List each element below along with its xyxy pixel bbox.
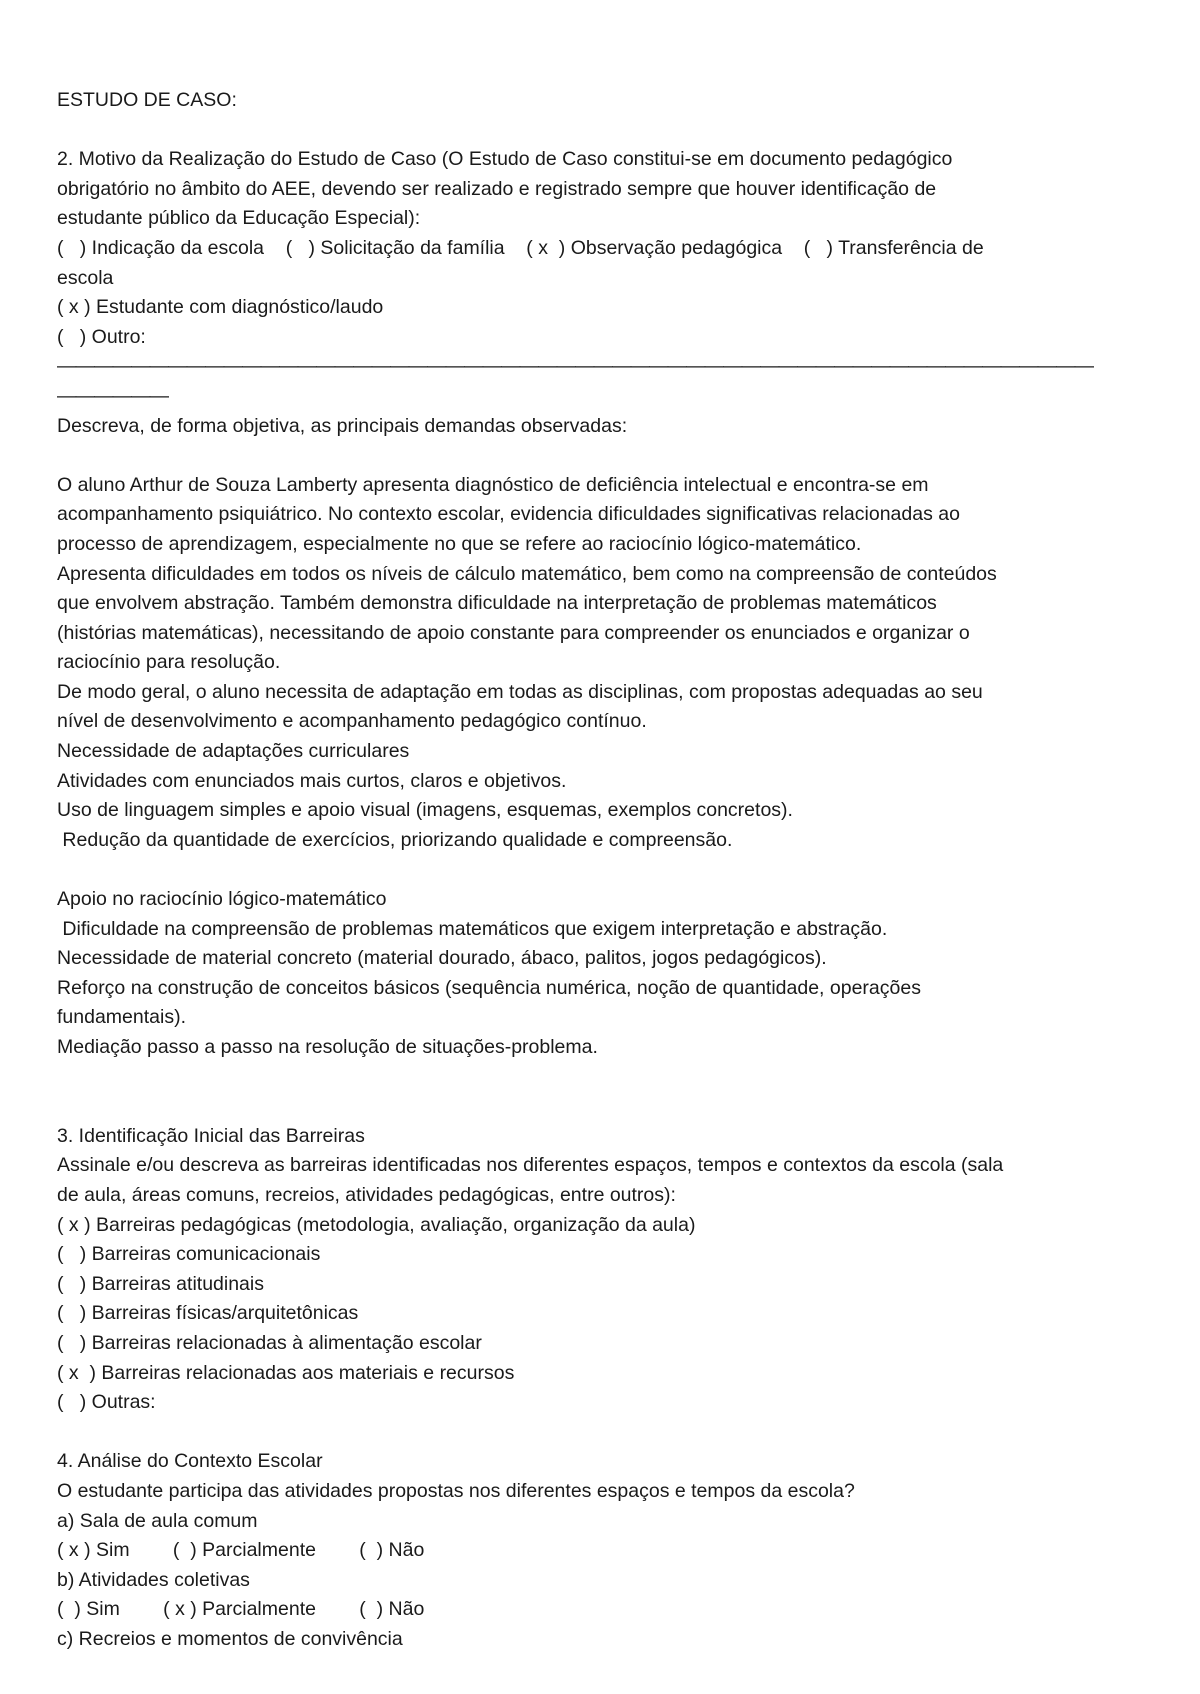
fill-in-rule: ————————————————————————————————————————————————————————	[57, 355, 1093, 378]
section3-intro-line: Assinale e/ou descreva as barreiras identificadas nos diferentes espaços, tempos e contextos da escola (sala	[57, 1154, 1004, 1177]
barrier-item: ( ) Outras:	[57, 1391, 156, 1414]
paragraph-line: Atividades com enunciados mais curtos, claros e objetivos.	[57, 769, 567, 792]
paragraph-line: Necessidade de adaptações curriculares	[57, 740, 410, 763]
spacer	[57, 855, 1147, 885]
section4-b-label: b) Atividades coletivas	[57, 1568, 250, 1591]
section2-prompt: Descreva, de forma objetiva, as principais demandas observadas:	[57, 414, 628, 437]
document-page	[57, 86, 1147, 1654]
support-line: Apoio no raciocínio lógico-matemático	[57, 888, 387, 911]
support-line: Dificuldade na compreensão de problemas matemáticos que exigem interpretação e abstração.	[57, 917, 888, 940]
spacer	[57, 1418, 1147, 1448]
document-heading: ESTUDO DE CASO:	[57, 89, 237, 111]
section2-options-line-cont: escola	[57, 266, 114, 289]
section2-option-laudo: ( x ) Estudante com diagnóstico/laudo	[57, 296, 384, 319]
fill-in-rule: ——————	[57, 384, 168, 407]
section4-a-options: ( x ) Sim ( ) Parcialmente ( ) Não	[57, 1539, 425, 1562]
support-line: fundamentais).	[57, 1006, 186, 1029]
barrier-item: ( ) Barreiras comunicacionais	[57, 1243, 321, 1266]
section2-title-line: estudante público da Educação Especial):	[57, 207, 421, 230]
barrier-item: ( ) Barreiras físicas/arquitetônicas	[57, 1302, 359, 1325]
support-line: Reforço na construção de conceitos básicos (sequência numérica, noção de quantidade, operações	[57, 976, 921, 999]
section2-options-line: ( ) Indicação da escola ( ) Solicitação da família ( x ) Observação pedagógica ( ) Transferência de	[57, 236, 984, 259]
paragraph-line: Redução da quantidade de exercícios, priorizando qualidade e compreensão.	[57, 828, 733, 851]
barrier-item: ( x ) Barreiras pedagógicas (metodologia, avaliação, organização da aula)	[57, 1213, 696, 1236]
support-line: Necessidade de material concreto (material dourado, ábaco, palitos, jogos pedagógicos).	[57, 947, 827, 970]
section3-intro-line: de aula, áreas comuns, recreios, atividades pedagógicas, entre outros):	[57, 1183, 676, 1206]
section3-title: 3. Identificação Inicial das Barreiras	[57, 1124, 365, 1147]
section4-c-label: c) Recreios e momentos de convivência	[57, 1627, 403, 1650]
barrier-item: ( x ) Barreiras relacionadas aos materiais e recursos	[57, 1361, 515, 1384]
support-line: Mediação passo a passo na resolução de situações-problema.	[57, 1036, 598, 1058]
paragraph-line: Uso de linguagem simples e apoio visual (imagens, esquemas, exemplos concretos).	[57, 799, 793, 822]
paragraph-line: Apresenta dificuldades em todos os níveis de cálculo matemático, bem como na compreensão de conteúdos	[57, 562, 997, 585]
section2-option-outro: ( ) Outro:	[57, 325, 146, 348]
paragraph-line: O aluno Arthur de Souza Lamberty apresenta diagnóstico de deficiência intelectual e encontra-se em	[57, 473, 929, 496]
paragraph-line: (histórias matemáticas), necessitando de apoio constante para compreender os enunciados e organizar o	[57, 621, 970, 644]
paragraph-line: raciocínio para resolução.	[57, 651, 281, 674]
section4-b-options: ( ) Sim ( x ) Parcialmente ( ) Não	[57, 1598, 425, 1621]
barrier-item: ( ) Barreiras relacionadas à alimentação escolar	[57, 1331, 482, 1354]
spacer	[57, 1063, 1147, 1122]
spacer	[57, 116, 1147, 146]
paragraph-line: nível de desenvolvimento e acompanhamento pedagógico contínuo.	[57, 710, 647, 733]
paragraph-line: que envolvem abstração. Também demonstra dificuldade na interpretação de problemas matemáticos	[57, 592, 937, 615]
section2-title-line: 2. Motivo da Realização do Estudo de Caso (O Estudo de Caso constitui-se em documento pedagógico	[57, 148, 953, 171]
spacer	[57, 441, 1147, 471]
section4-a-label: a) Sala de aula comum	[57, 1509, 258, 1532]
paragraph-line: De modo geral, o aluno necessita de adaptação em todas as disciplinas, com propostas adequadas ao seu	[57, 680, 983, 703]
section4-title: 4. Análise do Contexto Escolar	[57, 1450, 323, 1473]
paragraph-line: processo de aprendizagem, especialmente no que se refere ao raciocínio lógico-matemático.	[57, 532, 862, 555]
paragraph-line: acompanhamento psiquiátrico. No contexto escolar, evidencia dificuldades significativas relacionadas ao	[57, 503, 960, 526]
section4-question: O estudante participa das atividades propostas nos diferentes espaços e tempos da escola?	[57, 1479, 855, 1502]
barrier-item: ( ) Barreiras atitudinais	[57, 1272, 264, 1295]
section2-title-line: obrigatório no âmbito do AEE, devendo ser realizado e registrado sempre que houver identificação de	[57, 177, 937, 200]
